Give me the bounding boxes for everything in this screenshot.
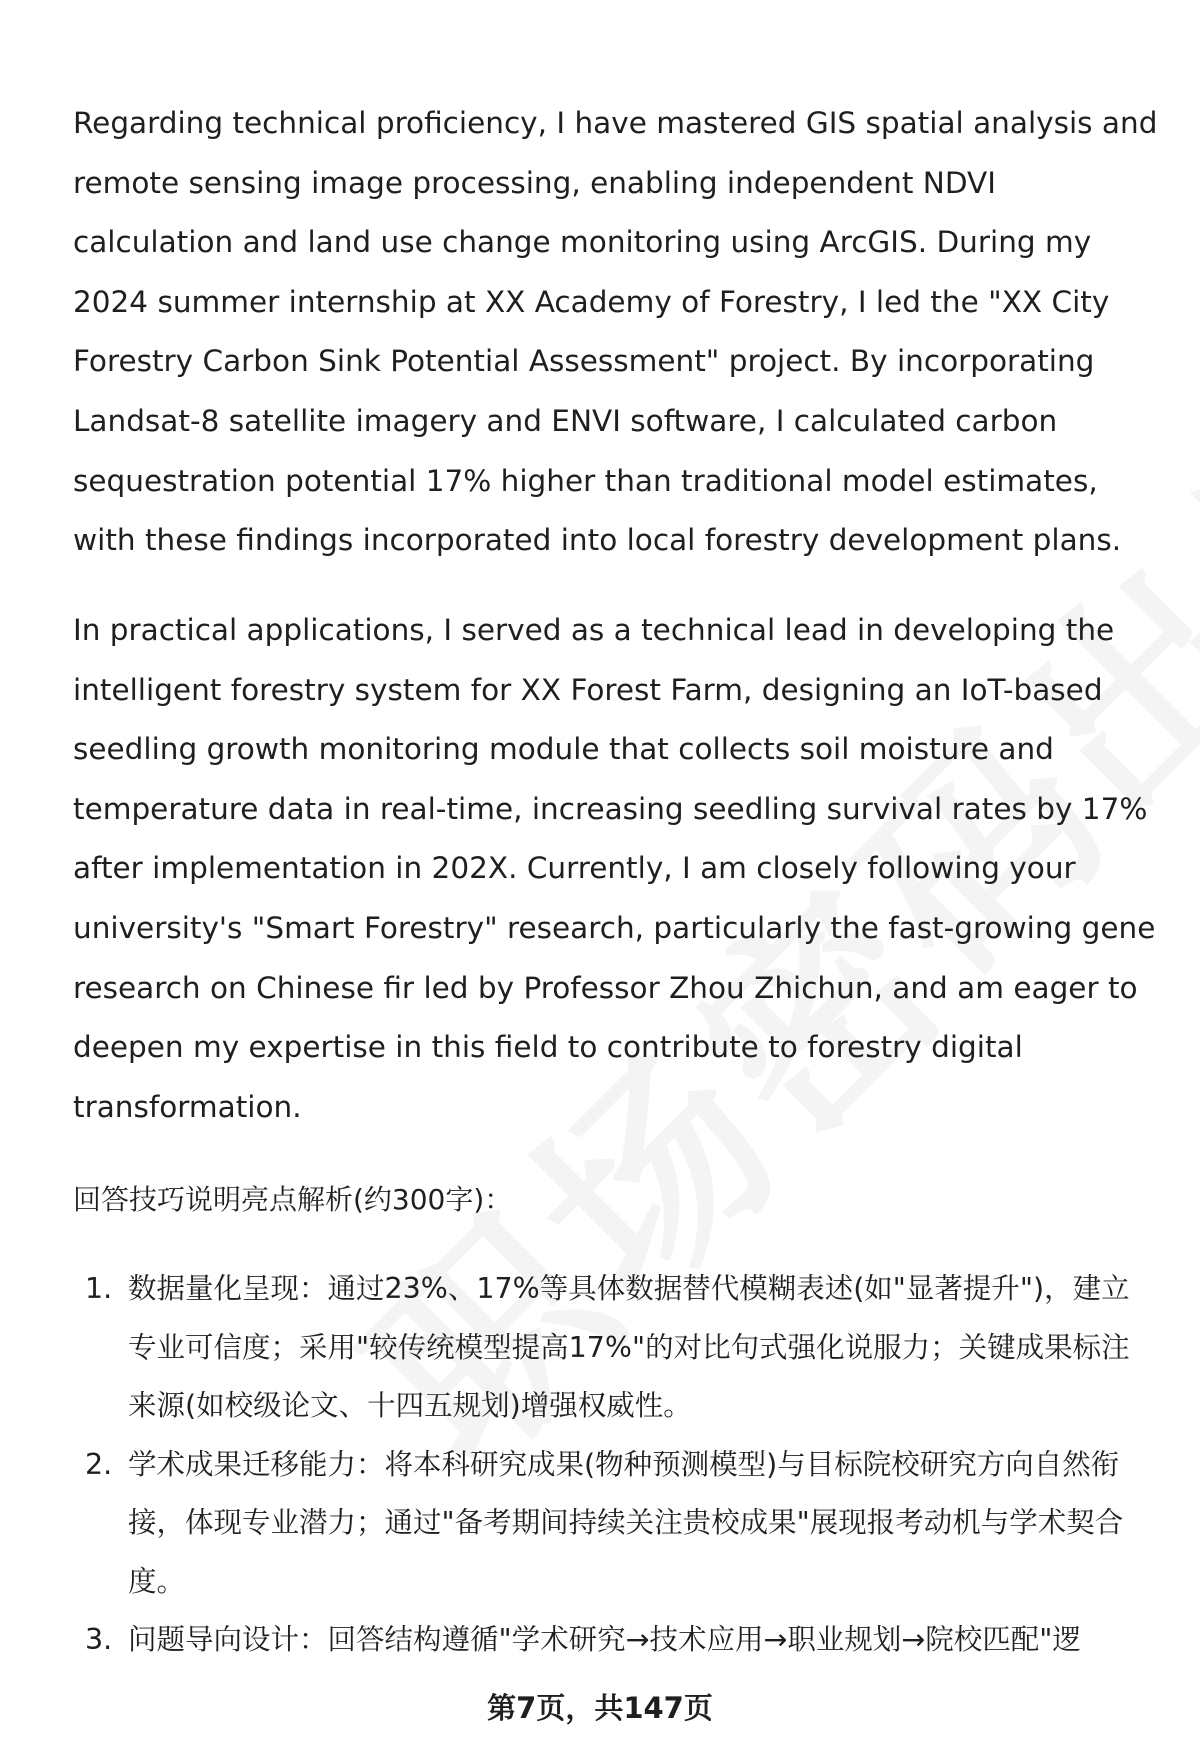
list-item xyxy=(73,1611,1148,1670)
list-item-text: 问题导向设计：回答结构遵循"学术研究→技术应用→职业规划→院校匹配"逻 xyxy=(128,1623,1081,1656)
body-paragraph-2: In practical applications, I served as a technical lead in developing the intelligent forestry system for XX Forest Farm, designing an IoT-based seedling growth monitoring module that collects soil moisture and temperature data in real-time, increasing seedling survival rates by 17% after implementation in 202X. Currently, I am closely following your university's "Smart Forestry" research, particularly the fast-growing gene research on Chinese fir led by Professor Zhou Zhichun, and am eager to deepen my expertise in this field to contribute to forestry digital transformation. xyxy=(73,613,1156,1124)
list-item-number: 3. xyxy=(85,1623,113,1656)
tips-list xyxy=(73,1260,1148,1670)
page-footer: 第7页，共147页 xyxy=(487,1691,713,1725)
list-item-number: 1. xyxy=(85,1272,113,1305)
list-item xyxy=(73,1260,1148,1436)
list-item-text: 数据量化呈现：通过23%、17%等具体数据替代模糊表述(如"显著提升")，建立专业可信度；采用"较传统模型提高17%"的对比句式强化说服力；关键成果标注来源(如校级论文、十四五规划)增强权威性。 xyxy=(128,1272,1130,1422)
section-heading: 回答技巧说明亮点解析(约300字)： xyxy=(73,1183,513,1216)
body-paragraph-1: Regarding technical proficiency, I have mastered GIS spatial analysis and remote sensing image processing, enabling independent NDVI calculation and land use change monitoring using ArcGIS. During my 2024 summer internship at XX Academy of Forestry, I led the "XX City Forestry Carbon Sink Potential Assessment" project. By incorporating Landsat-8 satellite imagery and ENVI software, I calculated carbon sequestration potential 17% higher than traditional model estimates, with these findings incorporated into local forestry development plans. xyxy=(73,106,1158,558)
list-item xyxy=(73,1436,1148,1612)
list-item-number: 2. xyxy=(85,1447,113,1481)
list-item-text: 学术成果迁移能力：将本科研究成果(物种预测模型)与目标院校研究方向自然衔接，体现专业潜力；通过"备考期间持续关注贵校成果"展现报考动机与学术契合度。 xyxy=(128,1447,1124,1598)
